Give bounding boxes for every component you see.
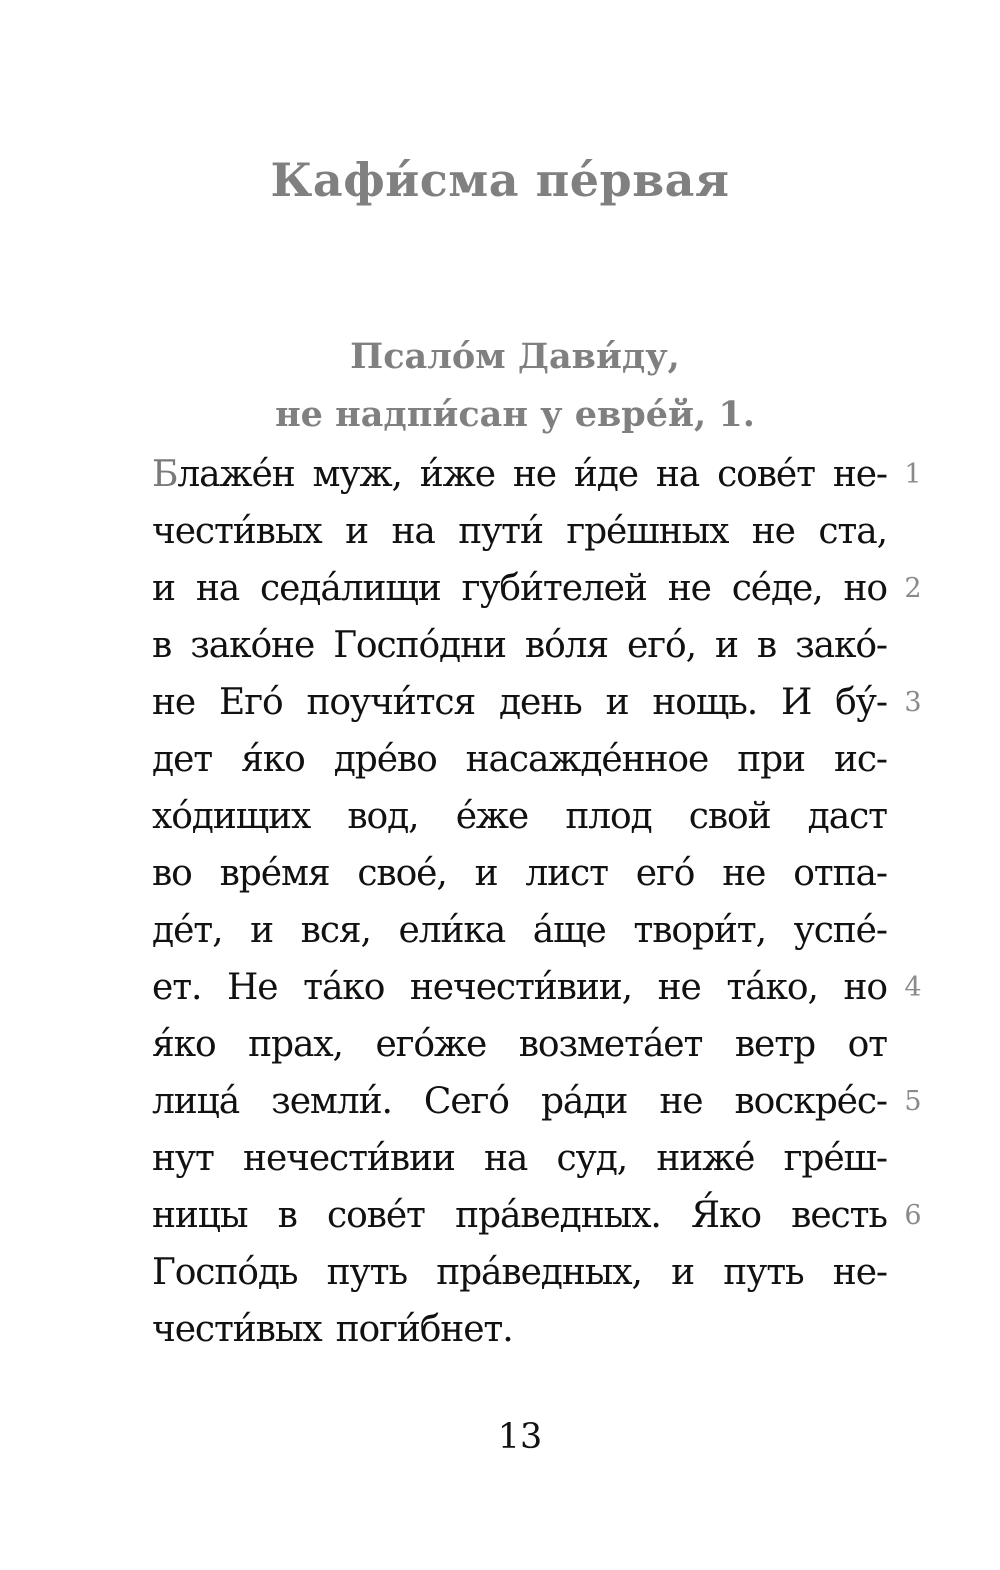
word: зако́- xyxy=(795,625,887,666)
text-line xyxy=(152,959,887,1016)
word: И xyxy=(780,682,812,723)
word: ис- xyxy=(833,739,887,780)
psalm-text xyxy=(152,446,887,1358)
word: муж, xyxy=(312,454,402,495)
drop-cap: Б xyxy=(152,454,178,495)
word: Сего́ xyxy=(423,1081,509,1122)
word: Его́ xyxy=(219,682,283,723)
word: е́же xyxy=(455,796,529,837)
word: нечести́вии, xyxy=(409,967,632,1008)
word: чести́вых xyxy=(152,1309,322,1350)
word: и xyxy=(474,853,498,894)
word: зако́не xyxy=(190,625,315,666)
psalm-heading-line-2: не надпи́сан у евре́й, 1. xyxy=(275,394,755,435)
word: земли́. xyxy=(271,1081,392,1122)
page-number: 13 xyxy=(497,1417,543,1457)
word: день xyxy=(498,682,582,723)
word: пра́ведных, xyxy=(436,1252,642,1293)
word: его́же xyxy=(375,1024,487,1065)
word: на xyxy=(391,511,435,552)
verse-number: 6 xyxy=(904,1200,922,1231)
word: гре́ш- xyxy=(783,1138,887,1179)
word: Госпо́дни xyxy=(333,625,506,666)
word: и xyxy=(152,568,175,609)
word: не xyxy=(722,853,766,894)
word: не xyxy=(512,454,556,495)
word: в xyxy=(756,625,777,666)
word: вре́мя xyxy=(219,853,330,894)
word: се́де, xyxy=(731,568,823,609)
verse-number: 4 xyxy=(904,972,922,1003)
word: ели́ка xyxy=(398,910,506,951)
word: нут xyxy=(152,1138,214,1179)
word: его́ xyxy=(635,853,695,894)
word: прах, xyxy=(248,1024,343,1065)
verse-number: 1 xyxy=(904,459,922,490)
word: даст xyxy=(807,796,887,837)
word: Блаже́н xyxy=(152,446,295,503)
verse-number: 3 xyxy=(904,687,922,718)
word: на xyxy=(655,454,700,495)
word: лица́ xyxy=(152,1081,240,1122)
word: губи́телей xyxy=(461,568,647,609)
word: и xyxy=(250,910,273,951)
word: ветр xyxy=(734,1024,816,1065)
word: и xyxy=(714,625,738,666)
word: нечести́вии xyxy=(243,1138,455,1179)
text-line xyxy=(152,845,887,902)
text-line xyxy=(152,1301,887,1358)
word: поги́бнет. xyxy=(335,1309,513,1350)
word: и́же xyxy=(419,454,495,495)
text-line xyxy=(152,674,887,731)
word: хо́дищих xyxy=(152,796,311,837)
word: я́ко xyxy=(152,1024,216,1065)
word: воскре́с- xyxy=(734,1081,887,1122)
word: на xyxy=(195,568,240,609)
word: твори́т, xyxy=(633,910,766,951)
word: насажде́нное xyxy=(465,739,709,780)
word: не xyxy=(751,511,795,552)
word: лист xyxy=(525,853,608,894)
word: свой xyxy=(688,796,771,837)
word: и́де xyxy=(573,454,638,495)
word: во xyxy=(152,853,192,894)
word: поучи́тся xyxy=(306,682,476,723)
text-line xyxy=(152,446,887,503)
word: ста, xyxy=(818,511,887,552)
word: не xyxy=(152,682,196,723)
word: на xyxy=(484,1138,528,1179)
word: ра́ди xyxy=(540,1081,628,1122)
word: но xyxy=(843,568,887,609)
kathisma-title: Кафи́сма пе́рвая xyxy=(270,153,730,207)
word: его́, xyxy=(627,625,696,666)
word: в xyxy=(152,625,172,666)
word: во́ля xyxy=(524,625,609,666)
text-line xyxy=(152,731,887,788)
word: седа́лищи xyxy=(260,568,441,609)
word: ниже́ xyxy=(656,1138,755,1179)
word: не xyxy=(657,967,701,1008)
word: в xyxy=(277,1195,297,1236)
verse-number: 5 xyxy=(904,1086,922,1117)
word: от xyxy=(847,1024,887,1065)
psalm-heading xyxy=(0,328,1000,444)
word: и xyxy=(345,511,368,552)
word: плод xyxy=(565,796,652,837)
text-line xyxy=(152,902,887,959)
word: весть xyxy=(791,1195,887,1236)
word: чести́вых xyxy=(152,511,322,552)
word: гре́шных xyxy=(566,511,729,552)
word: отпа- xyxy=(793,853,887,894)
word: и xyxy=(671,1252,694,1293)
word: дре́во xyxy=(333,739,437,780)
word: суд, xyxy=(556,1138,628,1179)
word: свое́, xyxy=(357,853,447,894)
word: путь xyxy=(723,1252,804,1293)
word: я́ко xyxy=(241,739,305,780)
text-line xyxy=(152,1073,887,1130)
word: вод, xyxy=(347,796,419,837)
text-line xyxy=(152,1244,887,1301)
word: сове́т xyxy=(717,454,815,495)
word: пра́ведных. xyxy=(455,1195,661,1236)
text-line xyxy=(152,560,887,617)
word: не xyxy=(667,568,711,609)
word: не- xyxy=(832,454,887,495)
text-line xyxy=(152,617,887,674)
word: сове́т xyxy=(327,1195,425,1236)
word: и xyxy=(605,682,629,723)
text-line xyxy=(152,503,887,560)
psalm-heading-line-1: Псало́м Дави́ду, xyxy=(350,336,680,377)
word: а́ще xyxy=(532,910,606,951)
word: ницы xyxy=(152,1195,248,1236)
word: возмета́ет xyxy=(518,1024,703,1065)
word: та́ко, xyxy=(726,967,818,1008)
text-line xyxy=(152,1130,887,1187)
word: де́т, xyxy=(152,910,223,951)
word: Не xyxy=(227,967,278,1008)
word: но xyxy=(843,967,887,1008)
text-line xyxy=(152,1187,887,1244)
word: вся, xyxy=(300,910,371,951)
word: не- xyxy=(832,1252,887,1293)
word: нощь. xyxy=(652,682,758,723)
word: при xyxy=(737,739,805,780)
word: путь xyxy=(326,1252,407,1293)
text-line xyxy=(152,1016,887,1073)
word: дет xyxy=(152,739,213,780)
word: ет. xyxy=(152,967,202,1008)
word: та́ко xyxy=(303,967,385,1008)
word: бу́- xyxy=(835,682,887,723)
word: пути́ xyxy=(458,511,543,552)
verse-number: 2 xyxy=(904,573,922,604)
word: не xyxy=(659,1081,703,1122)
text-line xyxy=(152,788,887,845)
word: Я́ко xyxy=(690,1195,761,1236)
word: Госпо́дь xyxy=(152,1252,298,1293)
word: успе́- xyxy=(793,910,887,951)
